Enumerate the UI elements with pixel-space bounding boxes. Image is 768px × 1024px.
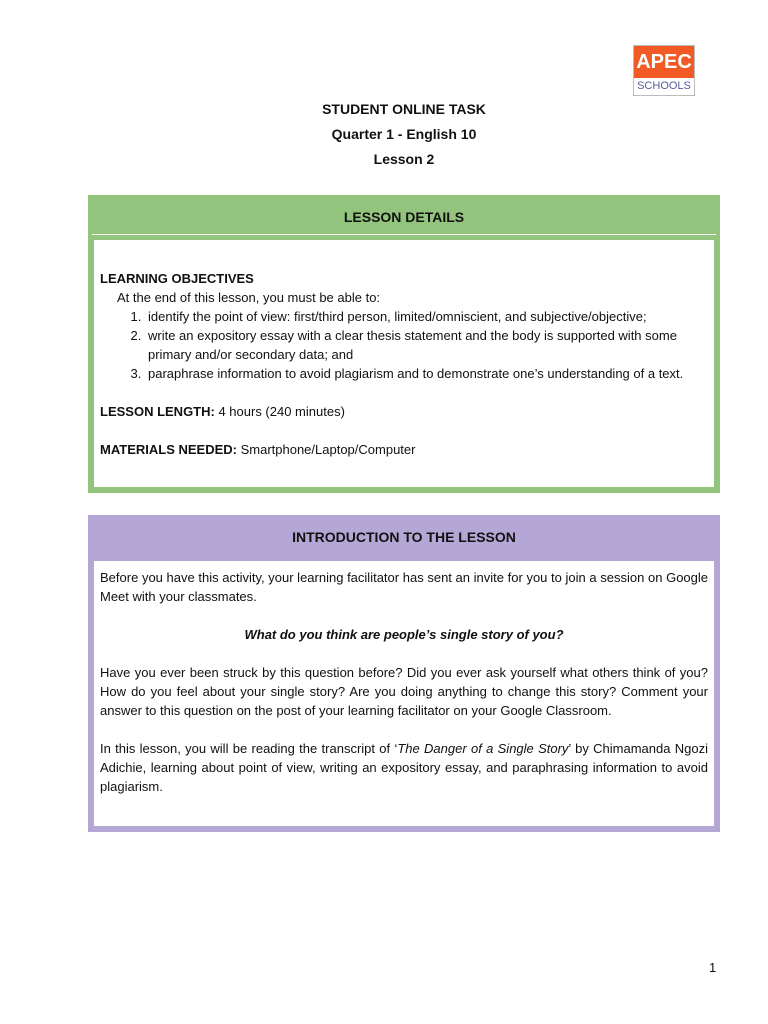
document-subtitle: Quarter 1 - English 10 (331, 126, 477, 142)
materials-label: MATERIALS NEEDED: (100, 442, 237, 457)
lesson-details-box (88, 195, 720, 493)
lesson-length (100, 402, 708, 421)
logo-wordmark: APEC (634, 46, 694, 78)
lesson-length-label: LESSON LENGTH: (100, 404, 215, 419)
document-header (0, 97, 768, 172)
lesson-details-body (94, 240, 714, 487)
intro-question: What do you think are people’s single story of you? (244, 627, 564, 642)
logo-subtitle: SCHOOLS (637, 80, 691, 92)
intro-paragraph-3 (100, 739, 708, 796)
materials-value: Smartphone/Laptop/Computer (236, 442, 416, 457)
objective-item: 2. write an expository essay with a clear thesis statement and the body is supported with some primary and/or secondary data; and (145, 326, 708, 364)
intro-paragraph-1: Before you have this activity, your learning facilitator has sent an invite for you to join a session on Google Meet with your classmates. (100, 570, 708, 604)
introduction-box (88, 515, 720, 832)
lesson-number: Lesson 2 (373, 151, 435, 167)
objectives-heading: LEARNING OBJECTIVES (100, 271, 254, 286)
introduction-heading: INTRODUCTION TO THE LESSON (292, 529, 516, 545)
intro-paragraph-2: Have you ever been struck by this question before? Did you ever ask yourself what others think of you? How do you feel about your single story? Are you doing anything to change this story? Comment your answer to this question on the post of your learning facilitator on your Google Classroom. (100, 665, 708, 718)
lesson-details-heading: LESSON DETAILS (92, 199, 716, 235)
objectives-intro: At the end of this lesson, you must be able to: (117, 290, 381, 305)
intro-paragraph-3-start: In this lesson, you will be reading the transcript of ‘ (100, 741, 398, 756)
document-title: STUDENT ONLINE TASK (322, 101, 486, 117)
introduction-body (94, 561, 714, 826)
lesson-length-value: 4 hours (240 minutes) (214, 404, 345, 419)
objective-item: 1. identify the point of view: first/third person, limited/omniscient, and subjective/objective; (145, 307, 708, 326)
page-number: 1 (709, 960, 717, 975)
transcript-title: The Danger of a Single Story (397, 741, 569, 756)
objectives-list (100, 307, 708, 383)
materials-needed (100, 440, 708, 459)
intro-paragraph-3-end: ’ by Chimamanda Ngozi Adichie, learning about point of view, writing an expository essay, and paraphrasing information to avoid plagiarism. (100, 741, 708, 794)
objective-item: 3. paraphrase information to avoid plagiarism and to demonstrate one’s understanding of a text. (145, 364, 708, 383)
apec-schools-logo (633, 45, 695, 96)
